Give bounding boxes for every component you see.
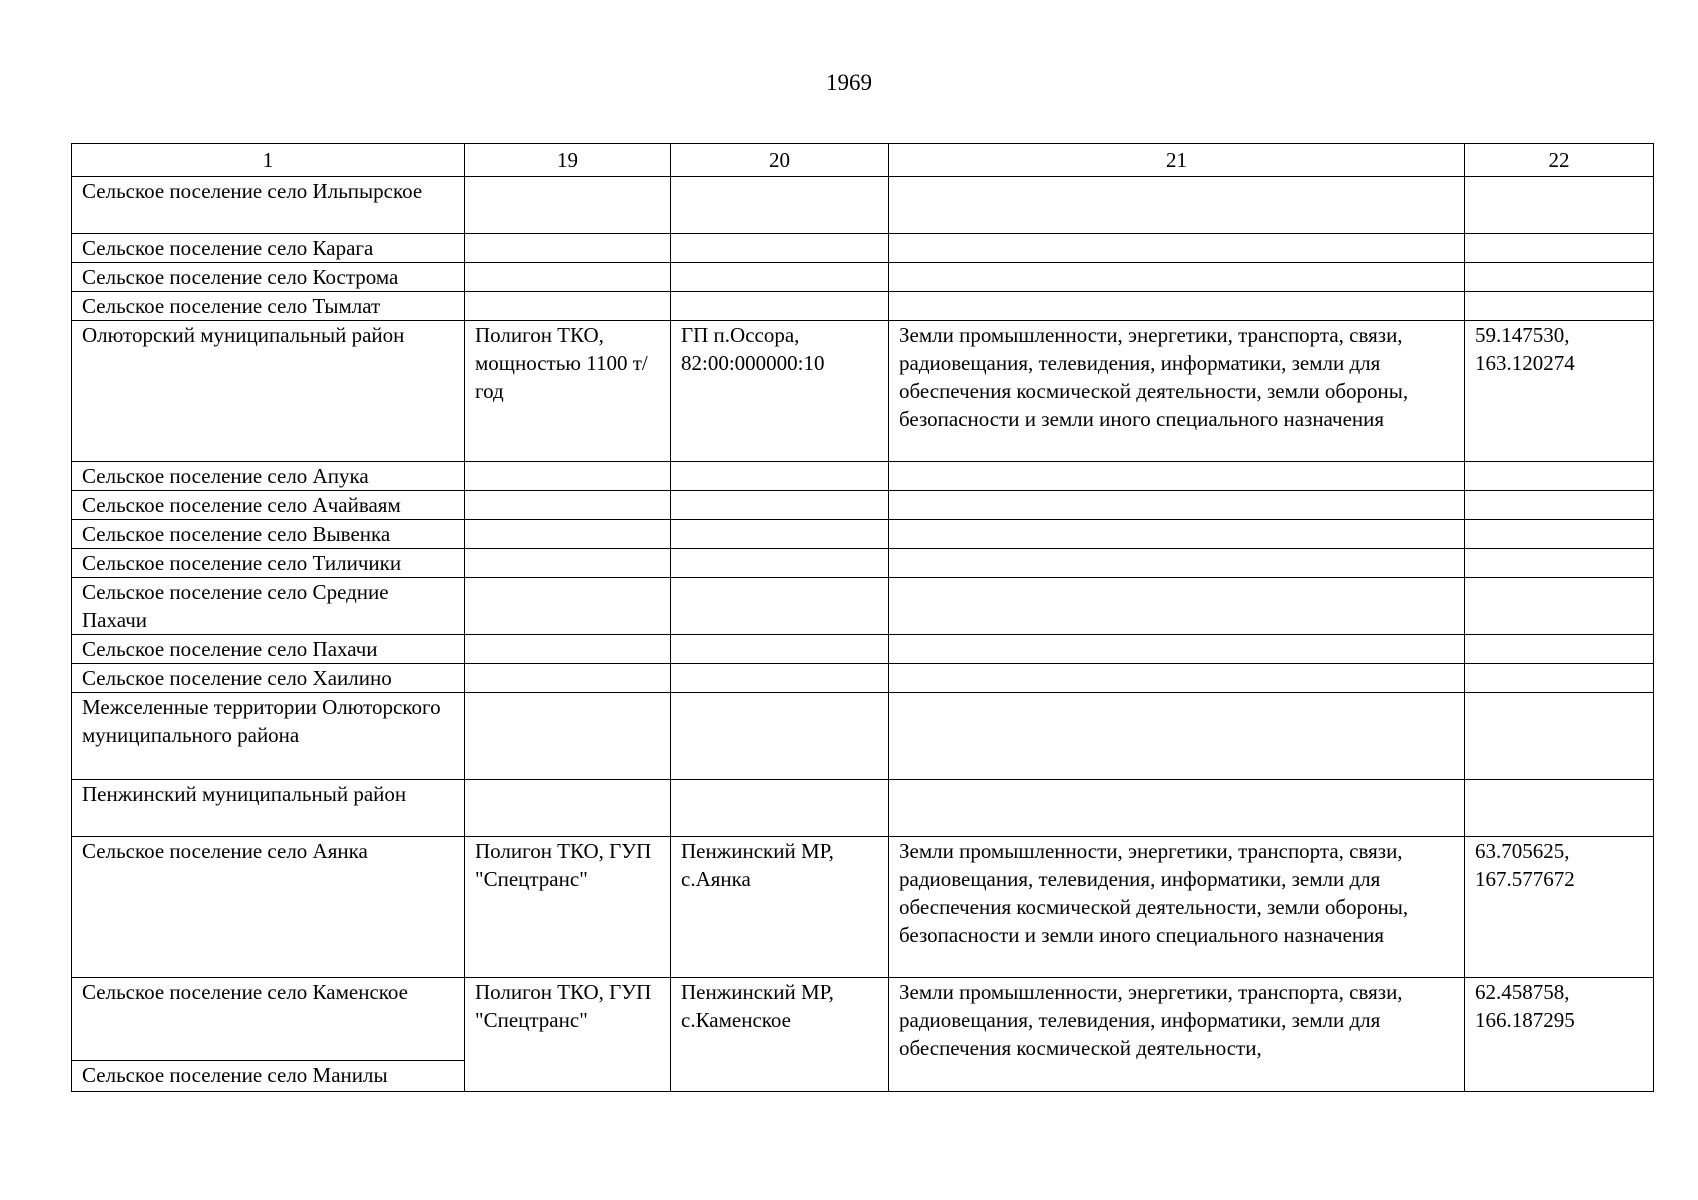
cell-object: Полигон ТКО, мощностью 1100 т/год [465,321,671,462]
cell-location [671,578,889,635]
table-row [72,292,1654,321]
cell-settlement: Сельское поселение село Тымлат [72,292,465,321]
cell-object [465,549,671,578]
cell-settlement: Сельское поселение село Ильпырское [72,177,465,234]
table-row [72,693,1654,780]
cell-coordinates: 63.705625, 167.577672 [1465,837,1654,978]
cell-land-category: Земли промышленности, энергетики, транспорта, связи, радиовещания, телевидения, информатики, земли для обеспечения космической деятельности, земли обороны, безопасности и земли иного специального назначения [889,321,1465,462]
cell-coordinates [1465,292,1654,321]
cell-land-category [889,635,1465,664]
cell-settlement: Сельское поселение село Кострома [72,263,465,292]
cell-coordinates [1465,635,1654,664]
cell-settlement: Сельское поселение село Вывенка [72,520,465,549]
table-row [72,664,1654,693]
cell-settlement: Сельское поселение село Апука [72,462,465,491]
table-row [72,321,1654,462]
cell-location [671,780,889,837]
cell-object [465,292,671,321]
column-header: 20 [671,144,889,177]
cell-location: ГП п.Оссора, 82:00:000000:10 [671,321,889,462]
cell-settlement: Сельское поселение село Аянка [72,837,465,978]
cell-land-category [889,520,1465,549]
cell-land-category [889,549,1465,578]
table-row [72,780,1654,837]
cell-location [671,693,889,780]
cell-settlement: Сельское поселение село Средние Пахачи [72,578,465,635]
cell-land-category [889,292,1465,321]
cell-location [671,234,889,263]
cell-location [671,520,889,549]
cell-coordinates [1465,491,1654,520]
cell-settlement: Сельское поселение село Пахачи [72,635,465,664]
cell-land-category [889,263,1465,292]
cell-coordinates: 59.147530, 163.120274 [1465,321,1654,462]
cell-object: Полигон ТКО, ГУП "Спецтранс" [465,978,671,1092]
cell-coordinates [1465,780,1654,837]
cell-location: Пенжинский МР, с.Аянка [671,837,889,978]
cell-object [465,693,671,780]
cell-land-category [889,462,1465,491]
cell-location [671,292,889,321]
cell-land-category [889,491,1465,520]
cell-coordinates [1465,234,1654,263]
cell-location [671,549,889,578]
cell-settlement: Межселенные территории Олюторского муниципального района [72,693,465,780]
cell-coordinates [1465,664,1654,693]
cell-land-category [889,780,1465,837]
cell-object [465,520,671,549]
cell-settlement: Сельское поселение село Ачайваям [72,491,465,520]
cell-location [671,177,889,234]
cell-land-category [889,664,1465,693]
cell-coordinates [1465,520,1654,549]
cell-settlement: Сельское поселение село Карага [72,234,465,263]
cell-coordinates [1465,693,1654,780]
cell-land-category [889,693,1465,780]
cell-object [465,263,671,292]
table-row [72,635,1654,664]
cell-coordinates: 62.458758, 166.187295 [1465,978,1654,1092]
cell-settlement: Пенжинский муниципальный район [72,780,465,837]
table-row [72,263,1654,292]
cell-settlement: Сельское поселение село Хаилино [72,664,465,693]
cell-location [671,491,889,520]
cell-location [671,263,889,292]
cell-object [465,491,671,520]
cell-object [465,234,671,263]
table-row [72,234,1654,263]
page-number: 1969 [826,70,872,95]
table-row [72,549,1654,578]
table-row [72,520,1654,549]
cell-object [465,578,671,635]
cell-location [671,462,889,491]
column-header: 22 [1465,144,1654,177]
table-row [72,491,1654,520]
table-row [72,978,1654,1061]
cell-object [465,177,671,234]
column-header: 1 [72,144,465,177]
table-row [72,578,1654,635]
cell-location [671,635,889,664]
cell-land-category: Земли промышленности, энергетики, транспорта, связи, радиовещания, телевидения, информатики, земли для обеспечения космической деятельности, [889,978,1465,1092]
cell-coordinates [1465,177,1654,234]
cell-settlement: Сельское поселение село Тиличики [72,549,465,578]
column-header: 19 [465,144,671,177]
cell-location [671,664,889,693]
cell-object [465,664,671,693]
cell-land-category: Земли промышленности, энергетики, транспорта, связи, радиовещания, телевидения, информатики, земли для обеспечения космической деятельности, земли обороны, безопасности и земли иного специального назначения [889,837,1465,978]
cell-coordinates [1465,549,1654,578]
data-table [71,143,1654,1092]
cell-settlement: Олюторский муниципальный район [72,321,465,462]
cell-land-category [889,578,1465,635]
cell-object [465,780,671,837]
table-row [72,177,1654,234]
cell-object [465,462,671,491]
cell-settlement: Сельское поселение село Каменское [72,978,465,1061]
table-row [72,837,1654,978]
cell-object: Полигон ТКО, ГУП "Спецтранс" [465,837,671,978]
cell-location: Пенжинский МР, с.Каменское [671,978,889,1092]
table-row [72,462,1654,491]
cell-object [465,635,671,664]
cell-coordinates [1465,462,1654,491]
cell-coordinates [1465,263,1654,292]
cell-land-category [889,234,1465,263]
cell-coordinates [1465,578,1654,635]
cell-land-category [889,177,1465,234]
cell-settlement: Сельское поселение село Манилы [72,1061,465,1092]
table-header-row [72,144,1654,177]
column-header: 21 [889,144,1465,177]
